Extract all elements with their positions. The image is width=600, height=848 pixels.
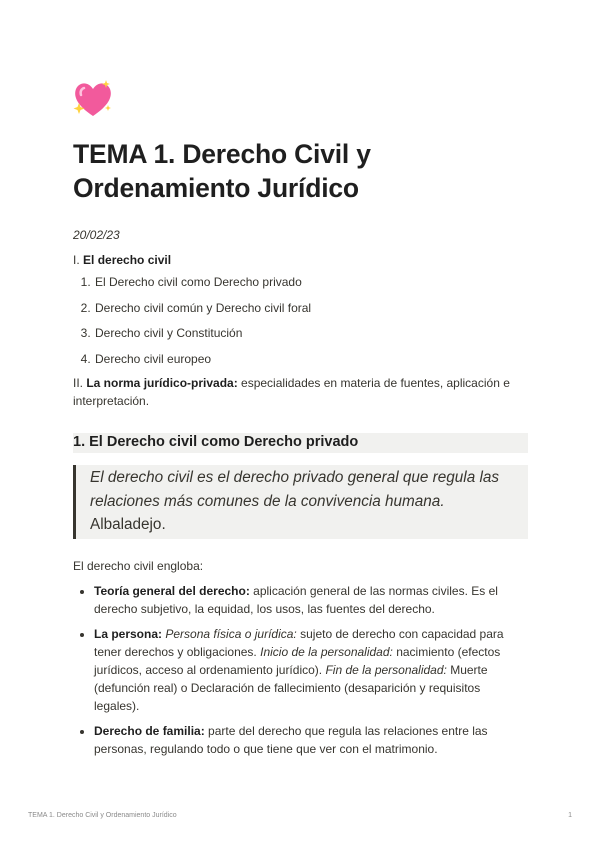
section-1-list: [73, 273, 528, 368]
blockquote: [73, 465, 528, 539]
section-2-paragraph: II. La norma jurídico-privada: especialidades en materia de fuentes, aplicación e interpretación.: [73, 376, 510, 408]
quote-author: Albaladejo.: [90, 516, 166, 533]
document-page: [73, 78, 528, 765]
list-item: 4. Derecho civil europeo: [94, 350, 528, 368]
list-item: 1. El Derecho civil como Derecho privado: [94, 273, 528, 291]
section-heading: 1. El Derecho civil como Derecho privado: [73, 433, 528, 453]
quote-text: El derecho civil es el derecho privado general que regula las relaciones más comunes de la convivencia humana.: [90, 469, 500, 510]
list-item: • La persona: Persona física o jurídica: sujeto de derecho con capacidad para tener derechos y obligaciones. Inicio de la personalidad: nacimiento (efectos jurídicos, acceso al ordenamiento jurídico). Fin de la personalidad: Muerte (defunción real) o Declaración de fallecimiento (desaparición y requisitos legales).: [94, 625, 528, 715]
intro-paragraph: El derecho civil engloba:: [73, 558, 204, 573]
page-title: TEMA 1. Derecho Civil y Ordenamiento Jurídico: [73, 139, 371, 203]
section-1-heading: I. El derecho civil: [73, 253, 172, 267]
bullet-list: [73, 582, 528, 758]
page-footer: [28, 812, 572, 819]
date: 20/02/23: [73, 228, 120, 242]
list-item: 2. Derecho civil común y Derecho civil foral: [94, 299, 528, 317]
list-item: • Teoría general del derecho: aplicación general de las normas civiles. Es el derecho subjetivo, la equidad, los usos, las fuentes del derecho.: [94, 582, 528, 618]
page-number: 1: [568, 812, 572, 819]
footer-title: TEMA 1. Derecho Civil y Ordenamiento Jurídico: [28, 812, 177, 819]
sparkling-heart-icon: [72, 78, 114, 120]
list-item: • Derecho de familia: parte del derecho que regula las relaciones entre las personas, regulando todo o que tiene que ver con el matrimonio.: [94, 722, 528, 758]
list-item: 3. Derecho civil y Constitución: [94, 324, 528, 342]
